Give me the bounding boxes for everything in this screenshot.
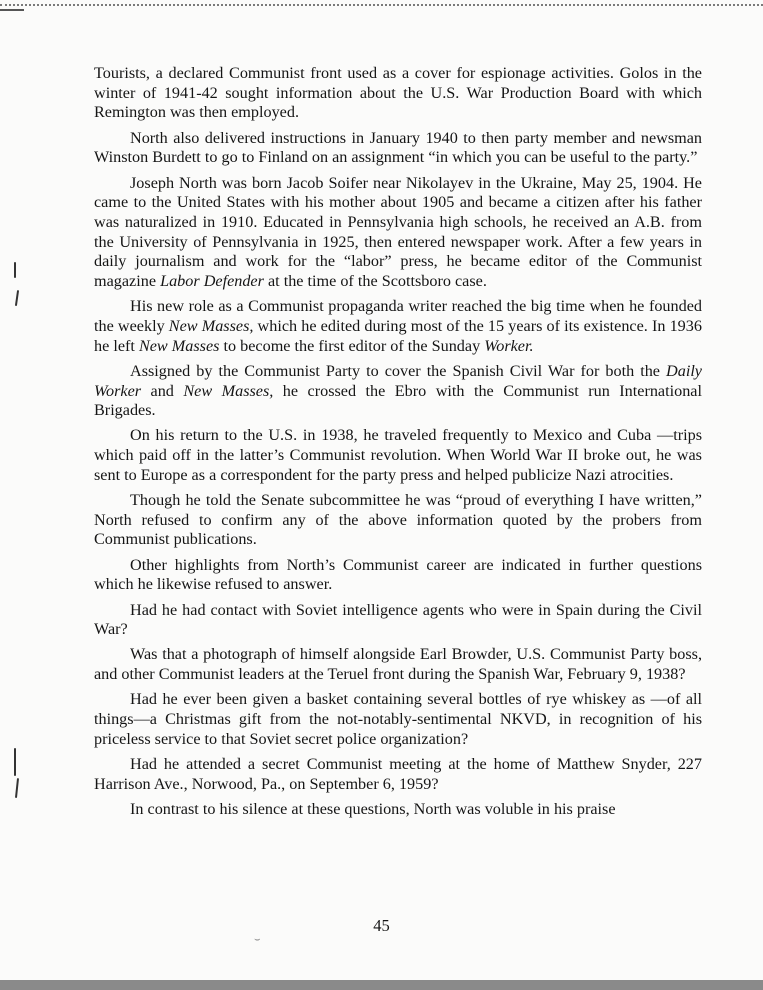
scan-corner-mark [0,9,24,11]
page-number: 45 [373,916,390,935]
paragraph: Joseph North was born Jacob Soifer near Nikolayev in the Ukraine, May 25, 1904. He came to the United States with his mother about 1905 and became a citizen after his father was naturalized in 1910. Educated in Pennsylvania high schools, he received an A.B. from the University of Pennsylvania in 1925, then entered newspaper work. After a few years in daily journalism and work for the “labor” press, he became editor of the Communist magazine Labor Defender at the time of the Scottsboro case. [94,173,702,291]
paragraph: Had he attended a secret Communist meeting at the home of Matthew Snyder, 227 Harrison Ave., Norwood, Pa., on September 6, 1959? [94,755,702,793]
scan-smudge: ⌣ [254,934,261,945]
paragraph: Had he had contact with Soviet intelligence agents who were in Spain during the Civil War? [94,600,702,639]
margin-mark [14,262,16,278]
margin-mark [15,290,19,306]
paragraph: Was that a photograph of himself alongside Earl Browder, U.S. Communist Party boss, and other Communist leaders at the Teruel front during the Spanish War, February 9, 1938? [94,645,702,684]
paragraph: His new role as a Communist propaganda writer reached the big time when he founded the weekly New Masses, which he edited during most of the 15 years of its existence. In 1936 he left New Masses to become the first editor of the Sunday Worker. [94,297,702,355]
scan-bottom-edge [0,980,763,990]
scan-top-edge [0,0,763,6]
paragraph: Tourists, a declared Communist front used as a cover for espionage activities. Golos in the winter of 1941-42 sought information about the U.S. War Production Board with which Remington was then employed. [94,64,702,122]
page-body [94,64,702,825]
paragraph: North also delivered instructions in January 1940 to then party member and newsman Winston Burdett to go to Finland on an assignment “in which you can be useful to the party.” [94,128,702,167]
paragraph: On his return to the U.S. in 1938, he traveled frequently to Mexico and Cuba —trips which paid off in the latter’s Communist revolution. When World War II broke out, he was sent to Europe as a correspondent for the party press and helped publicize Nazi atrocities. [94,426,702,484]
margin-mark [15,778,19,798]
paragraph: In contrast to his silence at these questions, North was voluble in his praise [130,799,616,818]
paragraph: Assigned by the Communist Party to cover the Spanish Civil War for both the Daily Worker and New Masses, he crossed the Ebro with the Communist run International Brigades. [94,361,702,420]
margin-mark [14,748,16,776]
paragraph: Had he ever been given a basket containing several bottles of rye whiskey as —of all things—a Christmas gift from the not-notably-sentimental NKVD, in recognition of his priceless service to that Soviet secret police organization? [94,690,702,748]
paragraph: Other highlights from North’s Communist career are indicated in further questions which he likewise refused to answer. [94,555,702,594]
paragraph: Though he told the Senate subcommittee he was “proud of everything I have written,” North refused to confirm any of the above information quoted by the probers from Communist publications. [94,491,702,549]
